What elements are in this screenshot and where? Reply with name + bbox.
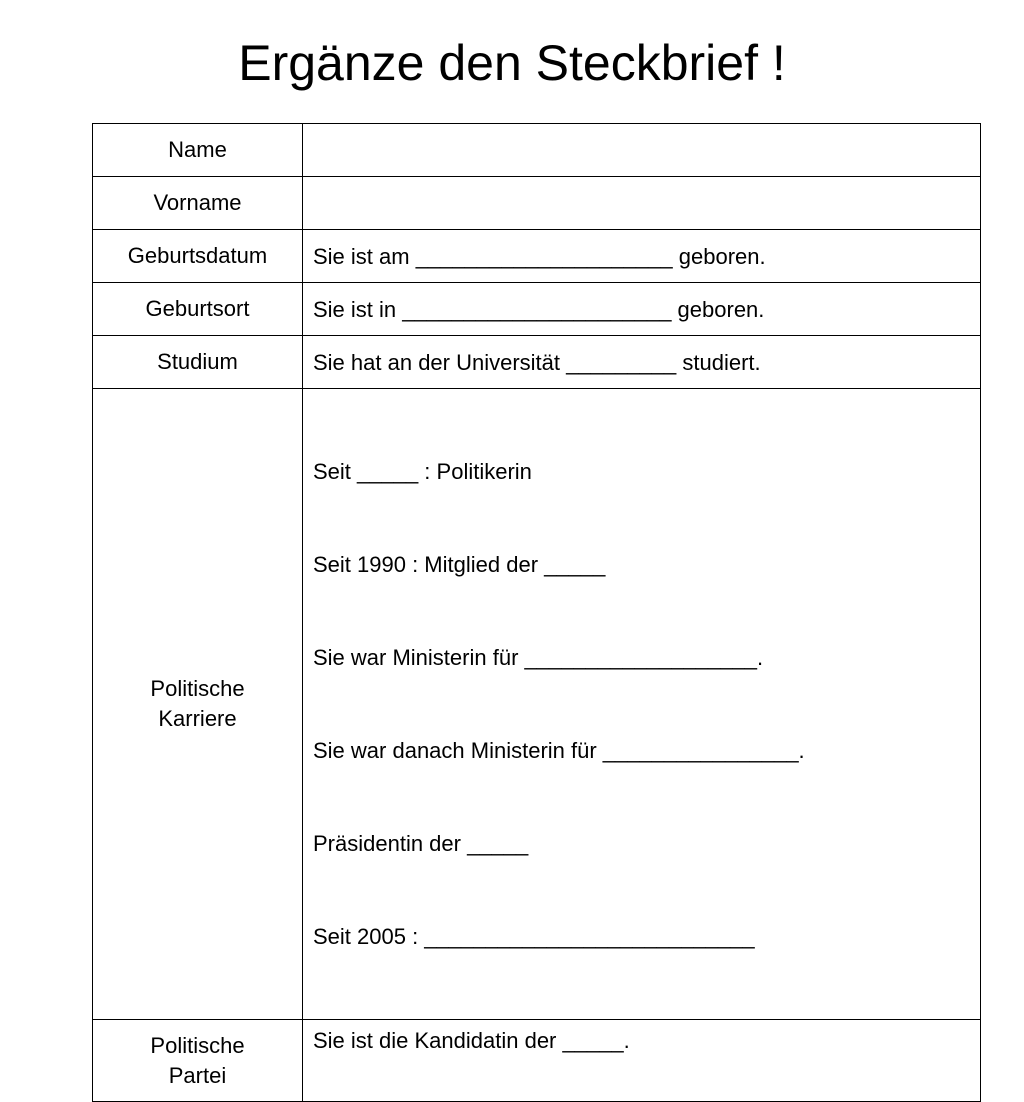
row-label-partei xyxy=(93,1020,303,1102)
row-value-vorname[interactable] xyxy=(303,177,981,230)
table-row-geburtsdatum xyxy=(93,230,981,283)
row-value-studium: Sie hat an der Universität _________ studiert. xyxy=(303,336,981,389)
karriere-line-1: Seit _____ : Politikerin xyxy=(313,459,532,484)
table-row-karriere xyxy=(93,389,981,1020)
row-label-line: Politische xyxy=(150,1032,245,1058)
table-row-vorname xyxy=(93,177,981,230)
row-label-name: Name xyxy=(93,124,303,177)
row-label-karriere xyxy=(93,389,303,1020)
karriere-line-6: Seit 2005 : ___________________________ xyxy=(313,924,755,949)
profile-table xyxy=(92,123,981,1102)
row-label-geburtsort: Geburtsort xyxy=(93,283,303,336)
row-value-partei: Sie ist die Kandidatin der _____. xyxy=(303,1020,981,1102)
row-label-line: Karriere xyxy=(158,706,237,731)
row-label-studium: Studium xyxy=(93,336,303,389)
row-value-name[interactable] xyxy=(303,124,981,177)
table-row-geburtsort xyxy=(93,283,981,336)
table-row-partei xyxy=(93,1020,981,1102)
table-row-name xyxy=(93,124,981,177)
row-value-karriere xyxy=(303,389,981,1020)
row-value-geburtsort: Sie ist in ______________________ geboren. xyxy=(303,283,981,336)
karriere-line-2: Seit 1990 : Mitglied der _____ xyxy=(313,552,606,577)
row-label-line: Politische xyxy=(150,676,245,701)
karriere-line-5: Präsidentin der _____ xyxy=(313,831,529,856)
row-label-vorname: Vorname xyxy=(93,177,303,230)
table-row-studium xyxy=(93,336,981,389)
karriere-line-4: Sie war danach Ministerin für ________________. xyxy=(313,738,805,763)
row-label-line: Partei xyxy=(168,1062,227,1088)
page-title: Ergänze den Steckbrief ! xyxy=(238,35,786,91)
row-value-geburtsdatum: Sie ist am _____________________ geboren. xyxy=(303,230,981,283)
row-label-geburtsdatum: Geburtsdatum xyxy=(93,230,303,283)
karriere-line-3: Sie war Ministerin für ___________________. xyxy=(313,645,764,670)
